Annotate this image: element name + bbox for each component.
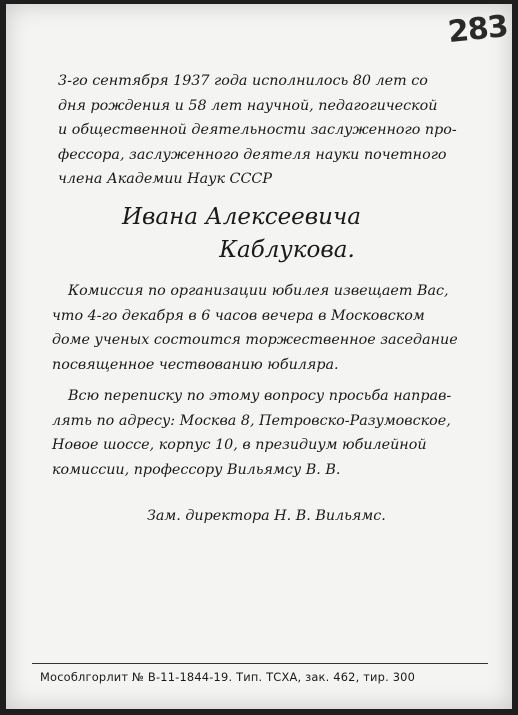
intro-line: члена Академии Наук СССР [58, 171, 272, 187]
document-page [6, 4, 512, 709]
honoree-surname-line: Каблукова. [219, 237, 355, 263]
announcement-line: что 4-го декабря в 6 часов вечера в Московском [52, 307, 425, 324]
correspondence-line: лять по адресу: Москва 8, Петровско-Разумовское, [52, 412, 451, 429]
intro-line: фессора, заслуженного деятеля науки почетного [58, 146, 447, 163]
intro-line: и общественной деятельности заслуженного про- [58, 122, 457, 138]
handwritten-page-number: 283 [446, 8, 510, 51]
intro-line: 3-го сентября 1937 года исполнилось 80 лет со [58, 73, 428, 89]
announcement-paragraph [52, 279, 492, 377]
correspondence-line: Всю переписку по этому вопросу просьба направ- [68, 388, 452, 404]
correspondence-line: Новое шоссе, корпус 10, в президиум юбилейной [52, 437, 427, 453]
correspondence-line: комиссии, профессору Вильямсу В. В. [52, 461, 341, 478]
footer-divider [32, 663, 488, 664]
printer-imprint: Мособлгорлит № В-11-1844-19. Тип. ТСХА, зак. 462, тир. 300 [40, 670, 416, 684]
signature-line: Зам. директора Н. В. Вильямс. [147, 508, 386, 524]
intro-line: дня рождения и 58 лет научной, педагогической [58, 97, 438, 114]
correspondence-paragraph [52, 384, 492, 482]
honoree-name-line: Ивана Алексеевича [121, 204, 362, 230]
honoree-name [6, 201, 512, 267]
announcement-line: посвященное чествованию юбиляра. [52, 356, 339, 373]
announcement-line: доме ученых состоится торжественное заседание [52, 332, 458, 348]
announcement-line: Комиссия по организации юбилея извещает Вас, [68, 283, 449, 299]
intro-paragraph [58, 69, 488, 192]
